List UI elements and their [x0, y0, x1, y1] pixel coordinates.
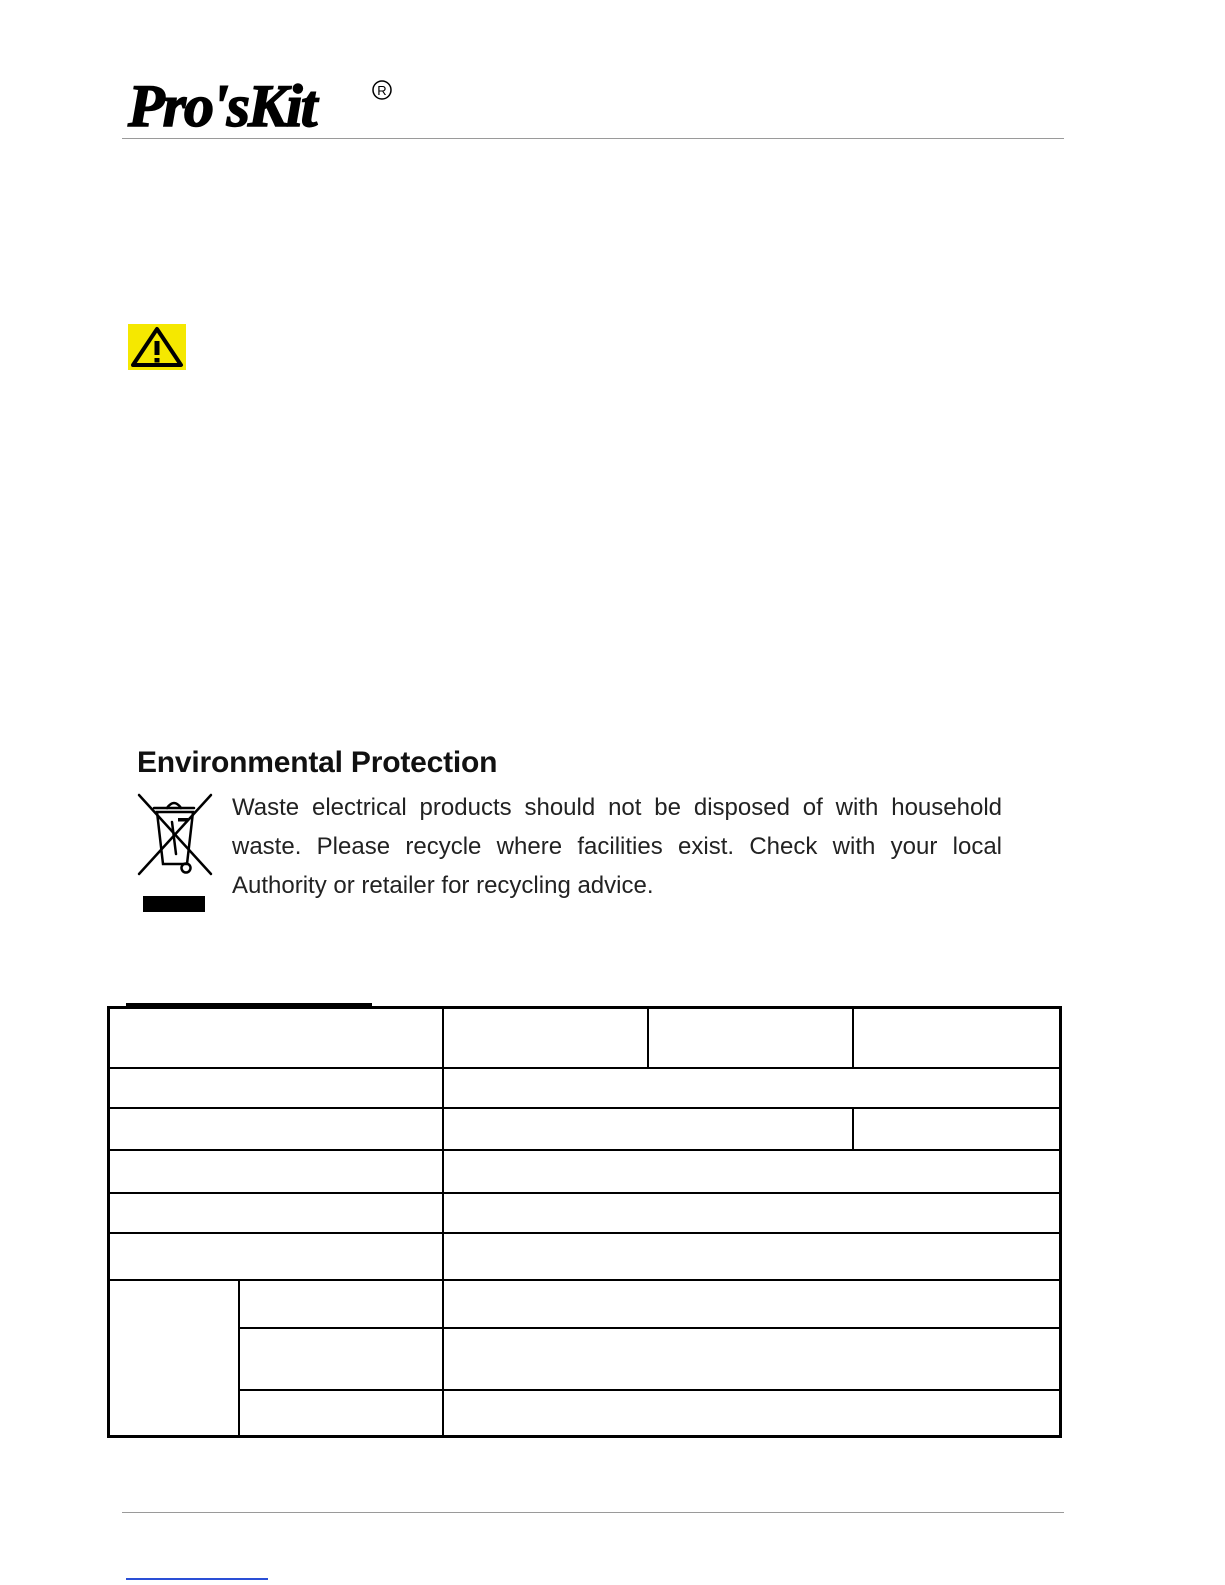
table-row — [109, 1068, 1061, 1108]
table-row — [109, 1280, 1061, 1328]
proskit-logo — [126, 72, 396, 134]
footer-rule — [122, 1512, 1064, 1513]
table-row — [109, 1233, 1061, 1280]
svg-text:R: R — [377, 83, 387, 98]
table-cell — [853, 1008, 1060, 1068]
warning-triangle-icon — [128, 324, 186, 370]
table-row — [109, 1150, 1061, 1193]
table-cell — [109, 1108, 444, 1150]
table-cell — [109, 1193, 444, 1233]
table-cell — [443, 1328, 1060, 1390]
table-cell — [443, 1108, 853, 1150]
table-row — [109, 1328, 1061, 1390]
table-row — [109, 1108, 1061, 1150]
table-cell — [109, 1008, 444, 1068]
table-cell — [443, 1390, 1060, 1437]
table-cell — [853, 1108, 1060, 1150]
table-row — [109, 1193, 1061, 1233]
table-cell — [443, 1150, 1060, 1193]
table-cell — [239, 1280, 443, 1328]
table-row — [109, 1008, 1061, 1068]
table-cell — [239, 1390, 443, 1437]
svg-text:Pro'sKit: Pro'sKit — [128, 73, 316, 134]
table-cell — [239, 1328, 443, 1390]
table-cell — [443, 1193, 1060, 1233]
table-cell — [109, 1280, 240, 1437]
table-cell — [443, 1068, 1060, 1108]
table-cell — [443, 1008, 647, 1068]
table-cell — [109, 1150, 444, 1193]
environmental-protection-title: Environmental Protection — [137, 746, 498, 779]
footer-link-underline[interactable] — [126, 1578, 268, 1580]
table-cell — [109, 1068, 444, 1108]
table-cell — [443, 1233, 1060, 1280]
environmental-protection-text: Waste electrical products should not be disposed of with household waste. Please recycle where facilities exist. Check with your local Authority or retailer for recycling advice. — [232, 794, 1002, 899]
table-row — [109, 1390, 1061, 1437]
specification-table — [107, 1006, 1062, 1438]
header-rule — [122, 138, 1064, 139]
table-cell — [443, 1280, 1060, 1328]
crossed-wheelie-bin-icon — [136, 792, 216, 922]
table-cell — [648, 1008, 853, 1068]
table-cell — [109, 1233, 444, 1280]
